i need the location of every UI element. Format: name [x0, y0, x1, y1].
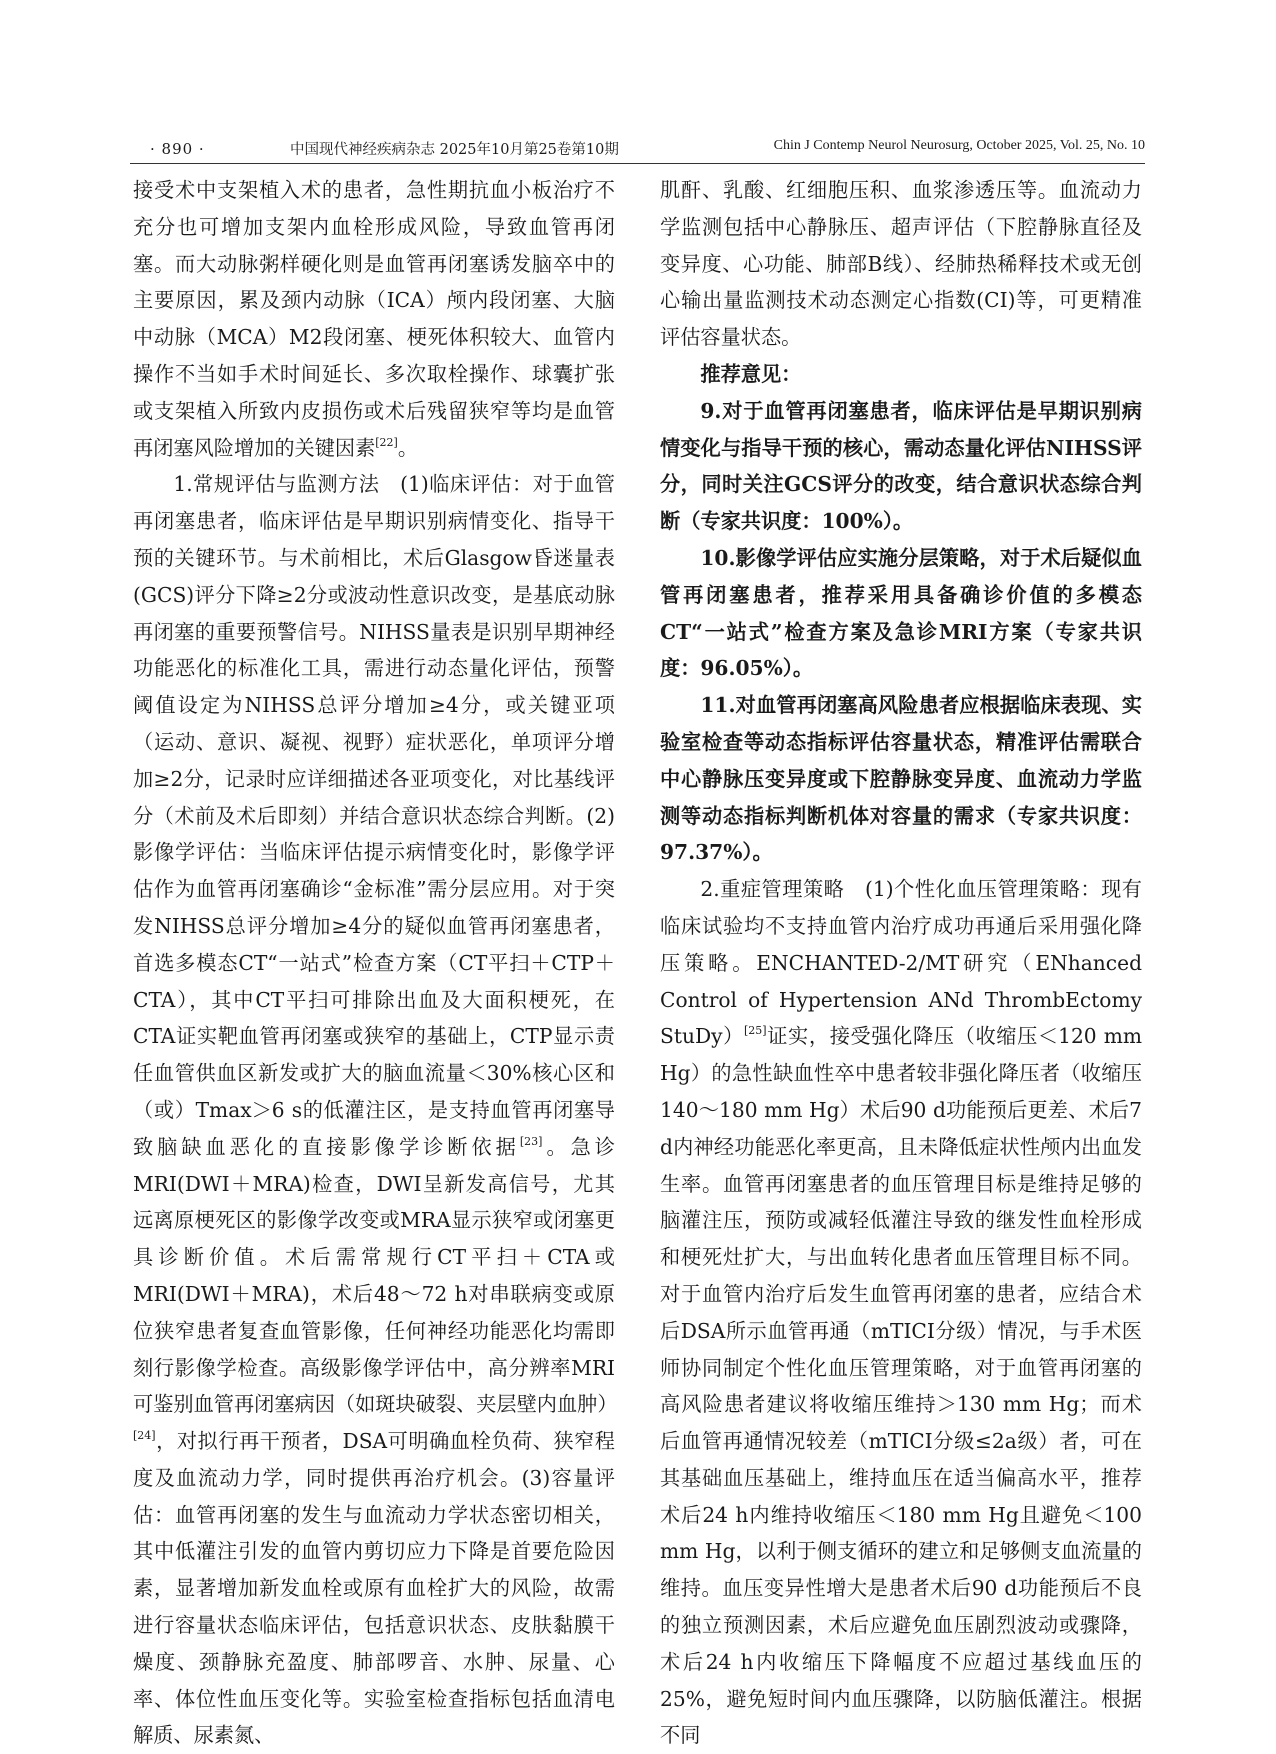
recommendation-heading: 推荐意见：: [700, 361, 802, 386]
paragraph-continuation: [133, 172, 615, 466]
journal-title-cn: 中国现代神经疾病杂志 2025年10月第25卷第10期: [290, 142, 619, 158]
citation: [24]: [133, 1429, 156, 1443]
recommendation-9: 9.对于血管再闭塞患者，临床评估是早期识别病情变化与指导干预的核心，需动态量化评估NIHSS评分，同时关注GCS评分的改变，结合意识状态综合判断（专家共识度：100%）。: [660, 398, 1142, 534]
paragraph-assessment: [133, 466, 618, 1754]
citation: [25]: [744, 1024, 767, 1038]
header-rule: [130, 163, 1145, 164]
paragraph-continuation: 肌酐、乳酸、红细胞压积、血浆渗透压等。血流动力学监测包括中心静脉压、超声评估（下腔静脉直径及变异度、心功能、肺部B线）、经肺热稀释技术或无创心输出量监测技术动态测定心指数(CI)等，可更精准评估容量状态。: [660, 178, 1142, 350]
citation: [23]: [519, 1134, 543, 1148]
left-column: [133, 172, 618, 1754]
paragraph-text: 接受术中支架植入术的患者，急性期抗血小板治疗不充分也可增加支架内血栓形成风险，导致血管再闭塞。而大动脉粥样硬化则是血管再闭塞诱发脑卒中的主要原因，累及颈内动脉（ICA）颅内段闭塞、大脑中动脉（MCA）M2段闭塞、梗死体积较大、血管内操作不当如手术时间延长、多次取栓操作、球囊扩张或支架植入所致内皮损伤或术后残留狭窄等均是血管再闭塞风险增加的关键因素: [133, 178, 615, 460]
journal-title-en: Chin J Contemp Neurol Neurosurg, October 2025, Vol. 25, No. 10: [773, 138, 1145, 153]
page-number: · 890 ·: [150, 140, 205, 158]
paragraph-text: 。: [397, 435, 419, 460]
paragraph-text: ，对拟行再干预者，DSA可明确血栓负荷、狭窄程度及血流动力学，同时提供再治疗机会。(3)容量评估：血管再闭塞的发生与血流动力学状态密切相关，其中低灌注引发的血管内剪切应力下降是首要危险因素，显著增加新发血栓或原有血栓扩大的风险，故需进行容量状态临床评估，包括意识状态、皮肤黏膜干燥度、颈静脉充盈度、肺部啰音、水肿、尿量、心率、体位性血压变化等。实验室检查指标包括血清电解质、尿素氮、: [133, 1429, 615, 1748]
paragraph-text: 2.重症管理策略 (1)个性化血压管理策略：现有临床试验均不支持血管内治疗成功再通后采用强化降压策略。ENCHANTED-2/MT研究（ENhanced Control of Hypertension ANd ThrombEctomy StuDy）: [660, 877, 1142, 1049]
citation: [22]: [375, 435, 398, 449]
recommendation-11: 11.对血管再闭塞高风险患者应根据临床表现、实验室检查等动态指标评估容量状态，精准评估需联合中心静脉压变异度或下腔静脉变异度、血流动力学监测等动态指标判断机体对容量的需求（专家共识度：97.37%）。: [660, 693, 1142, 865]
paragraph-management: [660, 871, 1142, 1754]
paragraph-text: 证实，接受强化降压（收缩压＜120 mm Hg）的急性缺血性卒中患者较非强化降压者（收缩压140～180 mm Hg）术后90 d功能预后更差、术后7 d内神经功能恶化率更高，且未降低症状性颅内出血发生率。血管再闭塞患者的血压管理目标是维持足够的脑灌注压，预防或减轻低灌注导致的继发性血栓形成和梗死灶扩大，与出血转化患者血压管理目标不同。对于血管内治疗后发生血管再闭塞的患者，应结合术后DSA所示血管再通（mTICI分级）情况，与手术医师协同制定个性化血压管理策略，对于血管再闭塞的高风险患者建议将收缩压维持＞130 mm Hg；而术后血管再通情况较差（mTICI分级≤2a级）者，可在其基础血压基础上，维持血压在适当偏高水平，推荐术后24 h内维持收缩压＜180 mm Hg且避免＜100 mm Hg，以利于侧支循环的建立和足够侧支血流量的维持。血压变异性增大是患者术后90 d功能预后不良的独立预测因素，术后应避免血压剧烈波动或骤降，术后24 h内收缩压下降幅度不应超过基线血压的25%，避免短时间内血压骤降，以防脑低灌注。根据不同: [660, 1024, 1142, 1748]
paragraph-text: 。急诊MRI(DWI＋MRA)检查，DWI呈新发高信号，尤其远离原梗死区的影像学改变或MRA显示狭窄或闭塞更具诊断价值。术后需常规行CT平扫＋CTA或MRI(DWI＋MRA)，术后48～72 h对串联病变或原位狭窄患者复查血管影像，任何神经功能恶化均需即刻行影像学检查。高级影像学评估中，高分辨率MRI可鉴别血管再闭塞病因（如斑块破裂、夹层壁内血肿）: [133, 1134, 618, 1417]
recommendation-10: 10.影像学评估应实施分层策略，对于术后疑似血管再闭塞患者，推荐采用具备确诊价值的多模态CT“一站式”检查方案及急诊MRI方案（专家共识度：96.05%）。: [660, 545, 1142, 681]
running-header: [130, 134, 1145, 162]
paragraph-text: 1.常规评估与监测方法 (1)临床评估：对于血管再闭塞患者，临床评估是早期识别病情变化、指导干预的关键环节。与术前相比，术后Glasgow昏迷量表(GCS)评分下降≥2分或波动性意识改变，是基底动脉再闭塞的重要预警信号。NIHSS量表是识别早期神经功能恶化的标准化工具，需进行动态量化评估，预警阈值设定为NIHSS总评分增加≥4分，或关键亚项（运动、意识、凝视、视野）症状恶化，单项评分增加≥2分，记录时应详细描述各亚项变化，对比基线评分（术前及术后即刻）并结合意识状态综合判断。(2)影像学评估：当临床评估提示病情变化时，影像学评估作为血管再闭塞确诊“金标准”需分层应用。对于突发NIHSS总评分增加≥4分的疑似血管再闭塞患者，首选多模态CT“一站式”检查方案（CT平扫＋CTP＋CTA），其中CT平扫可排除出血及大面积梗死，在CTA证实靶血管再闭塞或狭窄的基础上，CTP显示责任血管供血区新发或扩大的脑血流量＜30%核心区和（或）Tmax＞6 s的低灌注区，是支持血管再闭塞导致脑缺血恶化的直接影像学诊断依据: [133, 472, 615, 1159]
right-column: [660, 172, 1142, 1754]
